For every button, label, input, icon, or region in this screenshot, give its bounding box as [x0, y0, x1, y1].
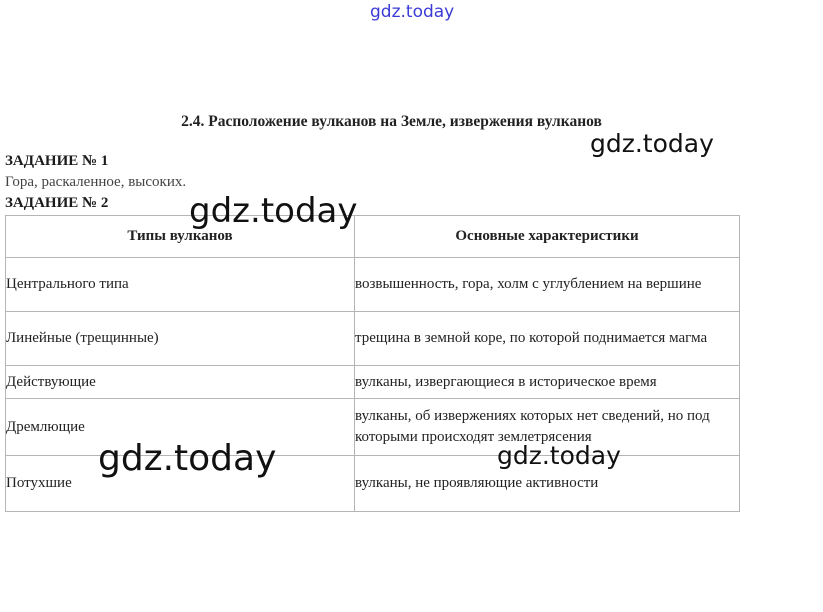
volcano-type-cell: Действующие [6, 366, 355, 399]
characteristic-cell: вулканы, не проявляющие активности [355, 456, 740, 512]
table-row [6, 258, 740, 312]
watermark-b: gdz.today [189, 191, 358, 231]
characteristic-cell: вулканы, извергающиеся в историческое время [355, 366, 740, 399]
section-title: 2.4. Расположение вулканов на Земле, извержения вулканов [181, 113, 602, 130]
volcano-type-cell: Центрального типа [6, 258, 355, 312]
volcano-type-cell: Потухшие [6, 456, 355, 512]
watermark-c: gdz.today [98, 438, 277, 479]
volcano-type-cell: Дремлющие [6, 399, 355, 456]
volcano-type-cell: Линейные (трещинные) [6, 312, 355, 366]
watermark-d: gdz.today [497, 441, 621, 470]
table-header-row [6, 216, 740, 258]
task1-answer: Гора, раскаленное, высоких. [5, 174, 187, 190]
task2-label: ЗАДАНИЕ № 2 [5, 195, 109, 211]
task1-label: ЗАДАНИЕ № 1 [5, 153, 109, 169]
watermark-top: gdz.today [370, 2, 455, 22]
characteristic-cell: трещина в земной коре, по которой поднимается магма [355, 312, 740, 366]
characteristic-cell: возвышенность, гора, холм с углублением на вершине [355, 258, 740, 312]
watermark-a: gdz.today [590, 129, 714, 158]
characteristic-cell: вулканы, об извержениях которых нет сведений, но под которыми происходят землетрясения [355, 399, 740, 456]
header-main-characteristics: Основные характеристики [355, 216, 740, 258]
table-row [6, 312, 740, 366]
table-row [6, 366, 740, 399]
header-volcano-types: Типы вулканов [6, 216, 355, 258]
